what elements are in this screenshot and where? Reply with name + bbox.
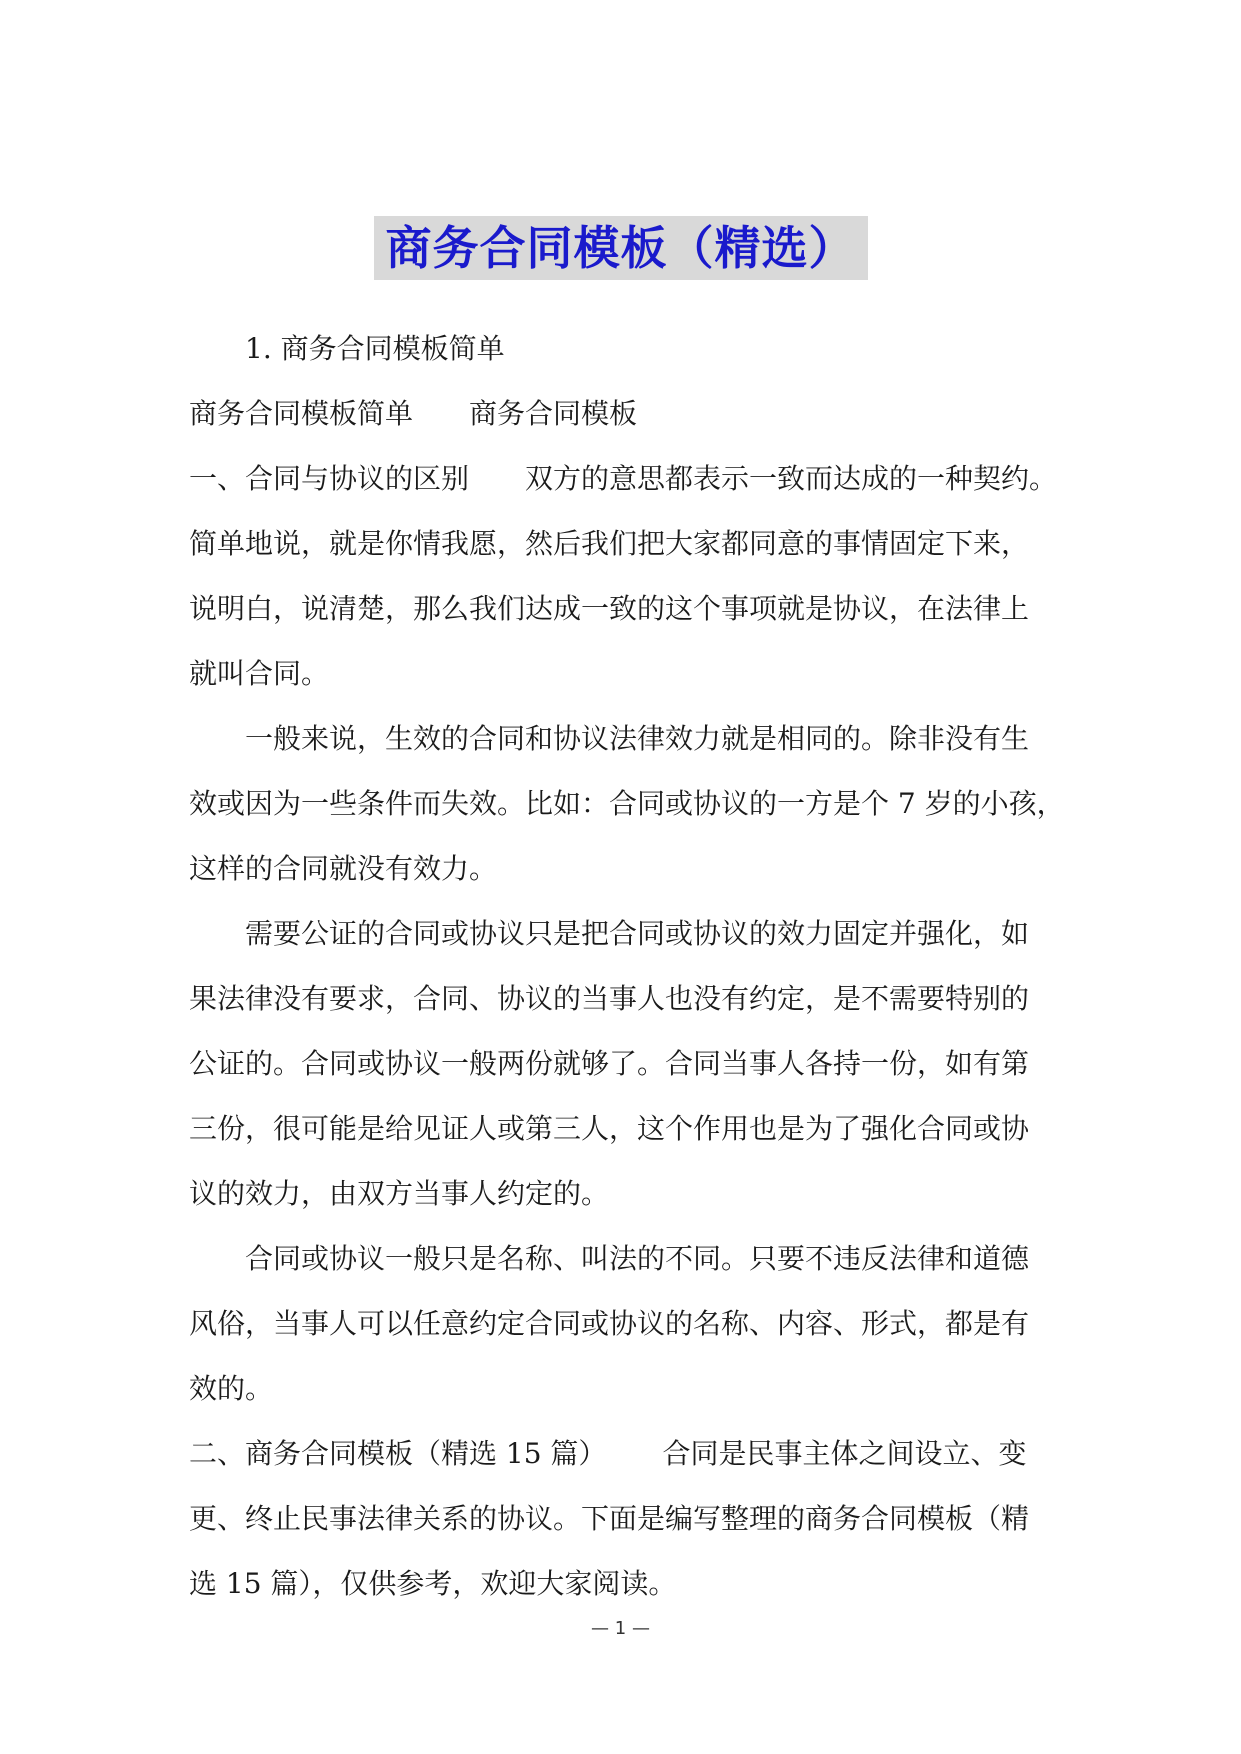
- document-body: [189, 316, 1069, 1616]
- body-line: [189, 381, 1069, 446]
- body-line: 说明白，说清楚，那么我们达成一致的这个事项就是协议，在法律上: [189, 592, 1030, 625]
- body-line: 议的效力，由双方当事人约定的。: [189, 1177, 610, 1210]
- body-line: [189, 1421, 1069, 1486]
- body-line: 需要公证的合同或协议只是把合同或协议的效力固定并强化，如: [245, 917, 1030, 950]
- body-line-segment: 合同是民事主体之间设立、变: [662, 1437, 1027, 1470]
- body-line: [189, 446, 1069, 511]
- document-title: 商务合同模板（精选）: [374, 216, 868, 280]
- body-line: 一般来说，生效的合同和协议法律效力就是相同的。除非没有生: [245, 722, 1030, 755]
- body-line-segment: 商务合同模板: [469, 397, 638, 430]
- body-line: 更、终止民事法律关系的协议。下面是编写整理的商务合同模板（精: [189, 1502, 1030, 1535]
- body-line: 简单地说，就是你情我愿，然后我们把大家都同意的事情固定下来，: [189, 527, 1030, 560]
- body-line: 合同或协议一般只是名称、叫法的不同。只要不违反法律和道德: [245, 1242, 1030, 1275]
- body-line: 效或因为一些条件而失效。比如：合同或协议的一方是个 7 岁的小孩，: [189, 787, 1065, 820]
- body-line: 选 15 篇），仅供参考，欢迎大家阅读。: [189, 1567, 677, 1600]
- body-line: 就叫合同。: [189, 657, 330, 690]
- body-line: 果法律没有要求，合同、协议的当事人也没有约定，是不需要特别的: [189, 982, 1030, 1015]
- body-line: 效的。: [189, 1372, 274, 1405]
- page-number: — 1 —: [591, 1618, 650, 1639]
- body-line-segment: 双方的意思都表示一致而达成的一种契约。: [525, 462, 1058, 495]
- body-line: 三份，很可能是给见证人或第三人，这个作用也是为了强化合同或协: [189, 1112, 1030, 1145]
- section-heading-1: 1. 商务合同模板简单: [245, 332, 505, 365]
- body-line: 这样的合同就没有效力。: [189, 852, 498, 885]
- body-line-segment: 二、商务合同模板（精选 15 篇）: [189, 1437, 607, 1470]
- body-line: 风俗，当事人可以任意约定合同或协议的名称、内容、形式，都是有: [189, 1307, 1030, 1340]
- body-line: 公证的。合同或协议一般两份就够了。合同当事人各持一份，如有第: [189, 1047, 1030, 1080]
- body-line-segment: 商务合同模板简单: [189, 397, 414, 430]
- body-line-segment: 一、合同与协议的区别: [189, 462, 470, 495]
- title-container: [0, 216, 1241, 280]
